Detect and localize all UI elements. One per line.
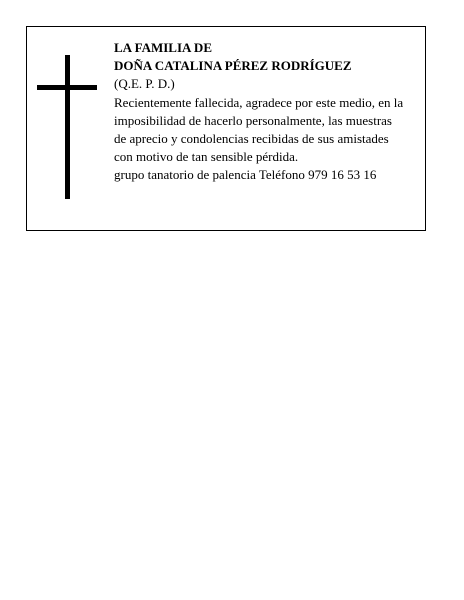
funeral-home-contact: grupo tanatorio de palencia Teléfono 979 16 53 16 bbox=[114, 167, 377, 183]
cross-horizontal-bar bbox=[37, 85, 97, 90]
cross-icon bbox=[37, 55, 97, 199]
rip-abbreviation: (Q.E. P. D.) bbox=[114, 76, 175, 92]
obituary-notice bbox=[26, 26, 426, 231]
cross-vertical-bar bbox=[65, 55, 70, 199]
deceased-name: DOÑA CATALINA PÉREZ RODRÍGUEZ bbox=[114, 58, 352, 74]
body-line-4: con motivo de tan sensible pérdida. bbox=[114, 149, 299, 165]
heading-line-1: LA FAMILIA DE bbox=[114, 40, 212, 55]
body-line-2: imposibilidad de hacerlo personalmente, las muestras bbox=[114, 112, 392, 128]
notice-text bbox=[114, 39, 424, 185]
body-line-1: Recientemente fallecida, agradece por este medio, en la bbox=[114, 94, 404, 110]
body-line-3: de aprecio y condolencias recibidas de sus amistades bbox=[114, 131, 389, 147]
